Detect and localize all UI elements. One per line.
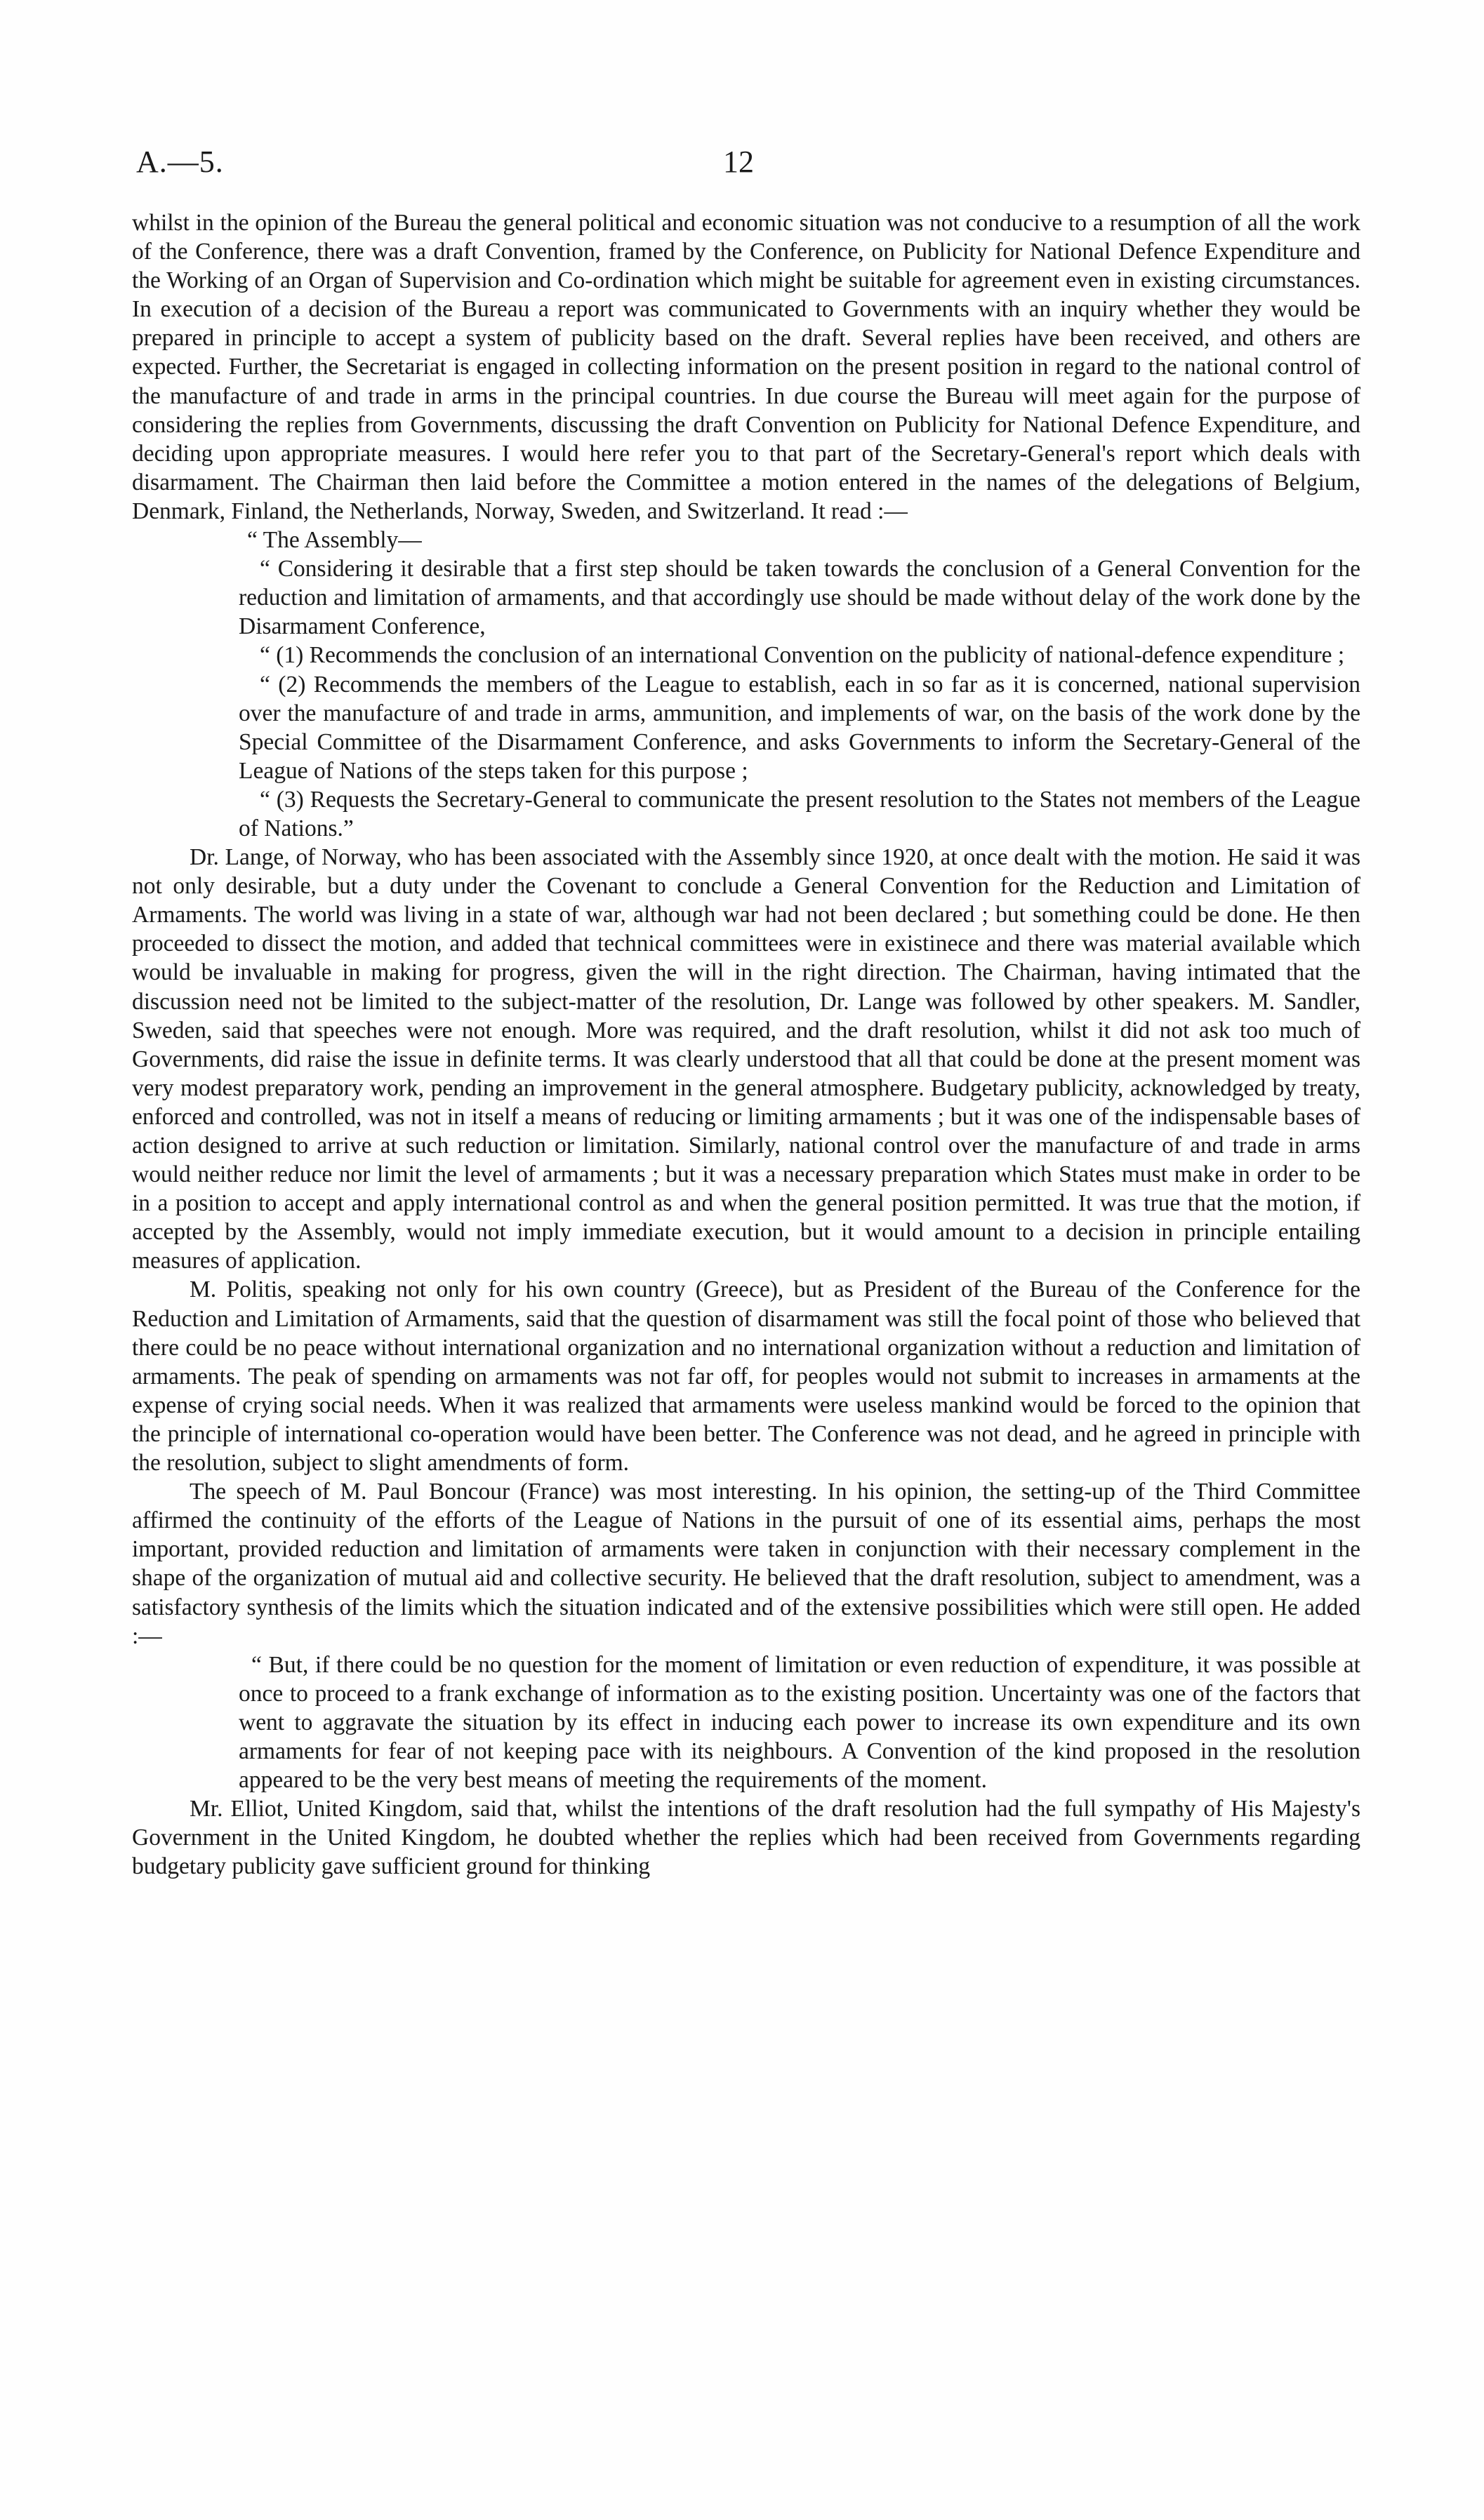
boncour-quote (239, 1651, 1360, 1794)
resolution-item-1: “ (1) Recommends the conclusion of an international Convention on the publicity of national-defence expenditure ; (260, 642, 1345, 669)
paragraph-elliot: Mr. Elliot, United Kingdom, said that, whilst the intentions of the draft resolution had the full sympathy of His Majesty's Government in the United Kingdom, he doubted whether the replies which had been received from Governments regarding budgetary publicity gave sufficient ground for thinking (132, 1796, 1360, 1880)
paragraph-politis: M. Politis, speaking not only for his own country (Greece), but as President of the Bureau of the Conference for the Reduction and Limitation of Armaments, said that the question of disarmament was still the focal point of those who believed that there could be no peace without international organization and no international organization without a reduction and limitation of armaments. The peak of spending on armaments was not far off, for peoples would not submit to increases in armaments at the expense of crying social needs. When it was realized that armaments were useless mankind would be forced to the opinion that the principle of international co-operation would have been better. The Conference was not dead, and he agreed in principle with the resolution, subject to slight amendments of form. (132, 1276, 1360, 1476)
document-body (132, 208, 1360, 1881)
resolution-intro: “ The Assembly— (247, 527, 422, 554)
paragraph-continuation: whilst in the opinion of the Bureau the general political and economic situation was not conducive to a resumption of all the work of the Conference, there was a draft Convention, framed by the Conference, on Publicity for National Defence Expenditure and the Working of an Organ of Supervision and Co-ordination which might be suitable for agreement even in existing circumstances. In execution of a decision of the Bureau a report was communicated to Governments with an inquiry whether they would be prepared in principle to accept a system of publicity based on the draft. Several replies have been received, and others are expected. Further, the Secretariat is engaged in collecting information on the present position in regard to the national control of the manufacture of and trade in arms in the principal countries. In due course the Bureau will meet again for the purpose of considering the replies from Governments, discussing the draft Convention on Publicity for National Defence Expenditure, and deciding upon appropriate measures. I would here refer you to that part of the Secretary-General's report which deals with disarmament. The Chairman then laid before the Committee a motion entered in the names of the delegations of Belgium, Denmark, Finland, the Netherlands, Norway, Sweden, and Switzerland. It read :— (132, 210, 1360, 524)
boncour-quote-text: “ But, if there could be no question for the moment of limitation or even reduction of expenditure, it was possible at once to proceed to a frank exchange of information as to the existing position. Uncertainty was one of the factors that went to aggravate the situation by its effect in inducing each power to increase its own expenditure and its own armaments for fear of not keeping pace with its neighbours. A Convention of the kind proposed in the resolution appeared to be the very best means of meeting the requirements of the moment. (239, 1651, 1360, 1794)
resolution-quote (239, 526, 1360, 843)
resolution-item-3: “ (3) Requests the Secretary-General to communicate the present resolution to the States not members of the League of Nations.” (239, 786, 1360, 841)
page-number: 12 (723, 145, 754, 179)
resolution-item-2: “ (2) Recommends the members of the League to establish, each in so far as it is concerned, national supervision over the manufacture of and trade in arms, ammunition, and implements of war, on the basis of the work done by the Special Committee of the Disarmament Conference, and asks Governments to inform the Secretary-General of the League of Nations of the steps taken for this purpose ; (239, 671, 1360, 784)
resolution-considering: “ Considering it desirable that a first step should be taken towards the conclusion of a General Convention for the reduction and limitation of armaments, and that accordingly use should be made without delay of the work done by the Disarmament Conference, (239, 556, 1360, 640)
document-reference: A.—5. (136, 145, 224, 179)
paragraph-lange: Dr. Lange, of Norway, who has been associated with the Assembly since 1920, at once dealt with the motion. He said it was not only desirable, but a duty under the Covenant to conclude a General Convention for the Reduction and Limitation of Armaments. The world was living in a state of war, although war had not been declared ; but something could be done. He then proceeded to dissect the motion, and added that technical committees were in existinece and there was material available which would be invaluable in making for progress, given the will in the right direction. The Chairman, having intimated that the discussion need not be limited to the subject-matter of the resolution, Dr. Lange was followed by other speakers. M. Sandler, Sweden, said that speeches were not enough. More was required, and the draft resolution, whilst it did not ask too much of Governments, did raise the issue in definite terms. It was clearly understood that all that could be done at the present moment was very modest preparatory work, pending an improvement in the general atmosphere. Budgetary publicity, acknowledged by treaty, enforced and controlled, was not in itself a means of reducing or limiting armaments ; but it was one of the indispensable bases of action designed to arrive at such reduction or limitation. Similarly, national control over the manufacture of and trade in arms would neither reduce nor limit the level of armaments ; but it was a necessary preparation which States must make in order to be in a position to accept and apply international control as and when the general position permitted. It was true that the motion, if accepted by the Assembly, would not imply immediate execution, but it would amount to a decision in principle entailing measures of application. (132, 844, 1360, 1274)
paragraph-boncour: The speech of M. Paul Boncour (France) was most interesting. In his opinion, the setting-up of the Third Committee affirmed the continuity of the efforts of the League of Nations in the pursuit of one of its essential aims, perhaps the most important, provided reduction and limitation of armaments were taken in conjunction with their necessary complement in the shape of the organization of mutual aid and collective security. He believed that the draft resolution, subject to amendment, was a satisfactory synthesis of the limits which the situation indicated and of the extensive possibilities which were still open. He added :— (132, 1479, 1360, 1649)
